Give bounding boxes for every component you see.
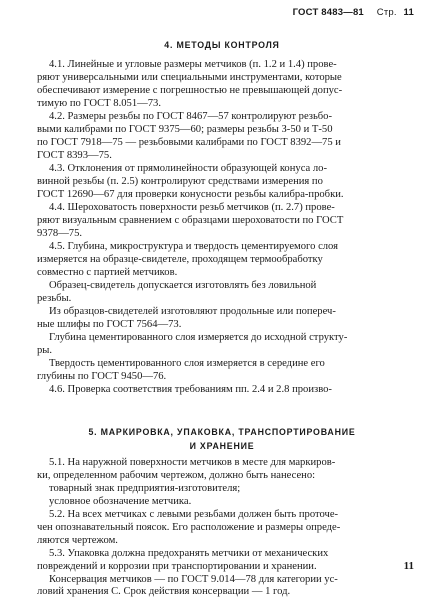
text-line: резьбы. bbox=[37, 293, 72, 304]
text-line: 9378—75. bbox=[37, 228, 83, 239]
text-line: ки, определенном рабочим чертежом, должно быть нанесено: bbox=[37, 470, 316, 481]
text-line: 4.1. Линейные и угловые размеры метчиков (п. 1.2 и 1.4) прове- bbox=[49, 59, 337, 70]
standard-number: ГОСТ 8483—81 bbox=[292, 7, 364, 18]
text-line: ГОСТ 12690—67 для проверки конусности резьбы калибра-пробки. bbox=[37, 189, 344, 200]
text-line: чен опознавательный поясок. Его расположение и размеры опреде- bbox=[37, 522, 341, 533]
section-5-title bbox=[0, 425, 444, 453]
page-label: Стр. bbox=[376, 7, 397, 18]
text-line: глубины по ГОСТ 9450—76. bbox=[37, 371, 167, 382]
section-5-title-line-2: И ХРАНЕНИЕ bbox=[189, 441, 255, 451]
text-line: Твердость цементированного слоя измеряется в середине его bbox=[49, 358, 325, 369]
text-line: по ГОСТ 7918—75 — резьбовыми калибрами по ГОСТ 8392—75 и bbox=[37, 137, 341, 148]
text-line: ры. bbox=[37, 345, 53, 356]
text-line: винной резьбы (п. 2.5) контролируют средствами измерения по bbox=[37, 176, 323, 187]
text-line: ГОСТ 8393—75. bbox=[37, 150, 112, 161]
text-line: обеспечивают измерение с погрешностью не превышающей допус- bbox=[37, 85, 343, 96]
text-line: повреждений и коррозии при транспортировании и хранении. bbox=[37, 561, 317, 572]
text-line: 4.5. Глубина, микроструктура и твердость цементируемого слоя bbox=[49, 241, 339, 252]
text-line: 4.3. Отклонения от прямолинейности образующей конуса ло- bbox=[49, 163, 327, 174]
text-line: ряют визуальным сравнением с образцами шероховатости по ГОСТ bbox=[37, 215, 344, 226]
text-line: измеряется на образце-свидетеле, проходящем термообработку bbox=[37, 254, 323, 265]
text-line: 4.2. Размеры резьбы по ГОСТ 8467—57 контролируют резьбо- bbox=[49, 111, 333, 122]
section-5-title-line-1: 5. МАРКИРОВКА, УПАКОВКА, ТРАНСПОРТИРОВАНИЕ bbox=[88, 427, 356, 437]
text-line: ляются чертежом. bbox=[37, 535, 118, 546]
text-line: условное обозначение метчика. bbox=[49, 496, 192, 507]
text-line: Консервация метчиков — по ГОСТ 9.014—78 для категории ус- bbox=[49, 574, 338, 585]
text-line: 5.2. На всех метчиках с левыми резьбами должен быть проточе- bbox=[49, 509, 339, 520]
text-line: совместно с партией метчиков. bbox=[37, 267, 178, 278]
text-line: товарный знак предприятия-изготовителя; bbox=[49, 483, 241, 494]
text-line: ряют универсальными или специальными инструментами, которые bbox=[37, 72, 342, 83]
text-line: ловий хранения С. Срок действия консервации — 1 год. bbox=[37, 586, 291, 597]
header-page-number: 11 bbox=[403, 7, 414, 18]
text-line: Глубина цементированного слоя измеряется до исходной структу- bbox=[49, 332, 348, 343]
text-line: выми калибрами по ГОСТ 9375—60; размеры резьбы З-50 и Т-50 bbox=[37, 124, 333, 135]
page-header bbox=[293, 7, 414, 18]
text-line: Образец-свидетель допускается изготовлять без ловильной bbox=[49, 280, 317, 291]
footer-page-number: 11 bbox=[403, 560, 414, 572]
text-line: 4.4. Шероховатость поверхности резьб метчиков (п. 2.7) прове- bbox=[49, 202, 335, 213]
text-line: ные шлифы по ГОСТ 7564—73. bbox=[37, 319, 182, 330]
text-line: Из образцов-свидетелей изготовляют продольные или попереч- bbox=[49, 306, 336, 317]
text-line: тимую по ГОСТ 8.051—73. bbox=[37, 98, 161, 109]
text-line: 5.3. Упаковка должна предохранять метчики от механических bbox=[49, 548, 329, 559]
section-4-title: 4. МЕТОДЫ КОНТРОЛЯ bbox=[164, 40, 280, 50]
text-line: 4.6. Проверка соответствия требованиям пп. 2.4 и 2.8 произво- bbox=[49, 384, 332, 395]
text-line: 5.1. На наружной поверхности метчиков в месте для маркиров- bbox=[49, 457, 336, 468]
